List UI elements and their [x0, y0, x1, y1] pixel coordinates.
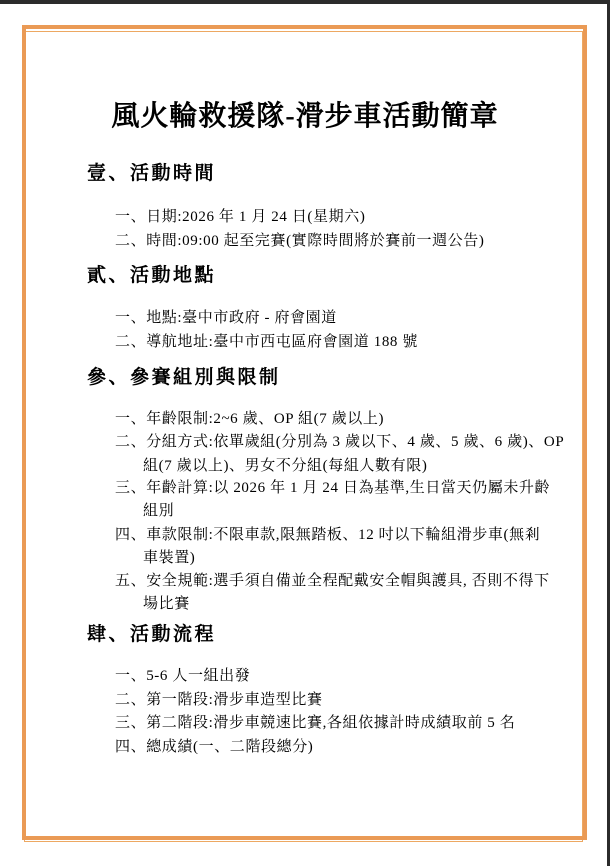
list-item: 二、時間:09:00 起至完賽(實際時間將於賽前一週公告): [115, 233, 485, 249]
list-item: 一、5-6 人一組出發: [115, 668, 251, 684]
list-item: 四、車款限制:不限車款,限無踏板、12 吋以下輪組滑步車(無剎: [115, 527, 541, 543]
section-heading: 壹、活動時間: [87, 163, 217, 184]
list-item: 一、地點:臺中市政府 - 府會園道: [115, 310, 337, 326]
section-heading: 參、參賽組別與限制: [87, 367, 281, 388]
list-item-continuation: 車裝置): [143, 550, 196, 566]
section-heading: 貳、活動地點: [87, 265, 217, 286]
list-item: 三、年齡計算:以 2026 年 1 月 24 日為基準,生日當天仍屬未升齡: [115, 480, 551, 496]
list-item: 二、導航地址:臺中市西屯區府會園道 188 號: [115, 334, 418, 350]
list-item: 二、分組方式:依單歲組(分別為 3 歲以下、4 歲、5 歲、6 歲)、OP: [115, 434, 565, 450]
screenshot-top-edge: [0, 0, 610, 4]
list-item: 三、第二階段:滑步車競速比賽,各組依據計時成績取前 5 名: [115, 715, 516, 731]
list-item: 一、年齡限制:2~6 歲、OP 組(7 歲以上): [115, 411, 385, 427]
list-item-continuation: 場比賽: [143, 596, 190, 612]
list-item: 一、日期:2026 年 1 月 24 日(星期六): [115, 209, 366, 225]
section-heading: 肆、活動流程: [87, 624, 217, 645]
list-item: 四、總成績(一、二階段總分): [115, 739, 314, 755]
list-item: 二、第一階段:滑步車造型比賽: [115, 692, 323, 708]
list-item-continuation: 組別: [143, 503, 175, 519]
page-title: 風火輪救援隊-滑步車活動簡章: [111, 101, 499, 132]
list-item-continuation: 組(7 歲以上)、男女不分組(每組人數有限): [143, 458, 428, 474]
list-item: 五、安全規範:選手須自備並全程配戴安全帽與護具, 否則不得下: [115, 573, 550, 589]
